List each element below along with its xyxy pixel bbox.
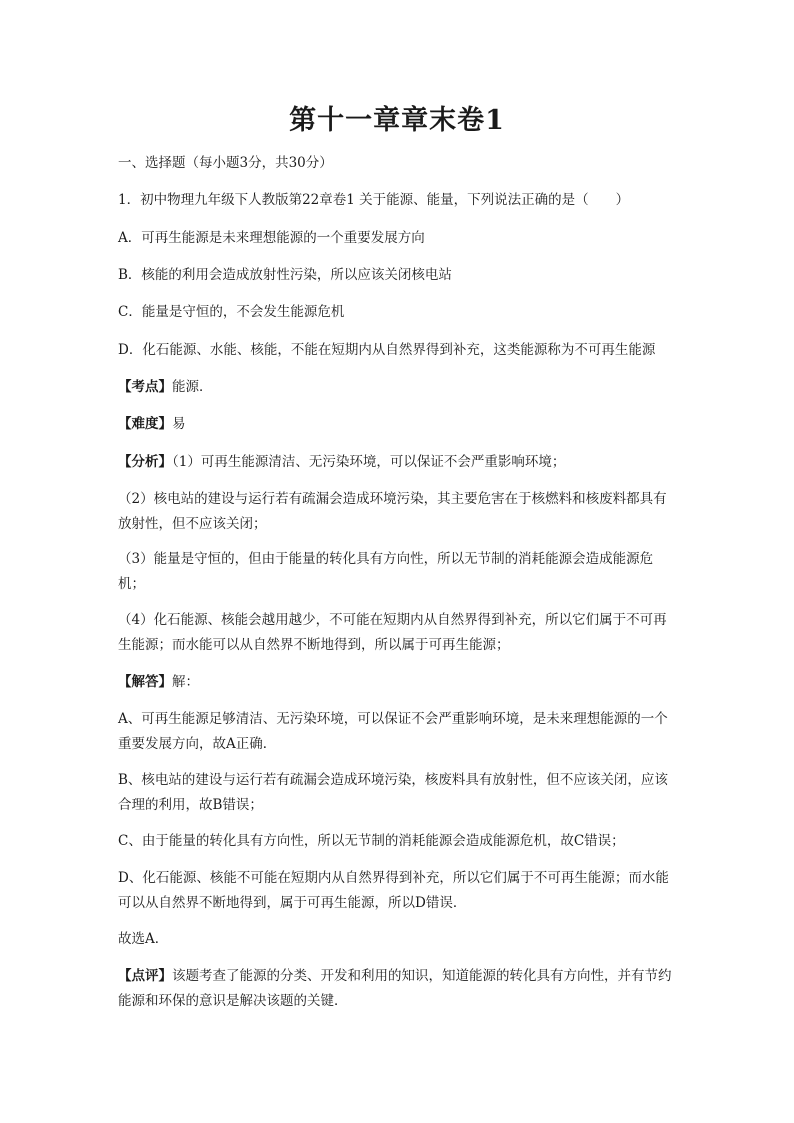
- fenxi-point-3: （3）能量是守恒的，但由于能量的转化具有方向性，所以无节制的消耗能源会造成能源危机；: [118, 551, 654, 592]
- fenxi-point-4: （4）化石能源、核能会越用越少，不可能在短期内从自然界得到补充，所以它们属于不可再生能源；而水能可以从自然界不断地得到，所以属于可再生能源；: [118, 612, 667, 653]
- option-c: C．能量是守恒的，不会发生能源危机: [118, 304, 345, 320]
- option-d: D．化石能源、水能、核能，不能在短期内从自然界得到补充，这类能源称为不可再生能源: [118, 342, 656, 358]
- dianping-paragraph: [118, 964, 678, 1014]
- jieda-option-b: B、核电站的建设与运行若有疏漏会造成环境污染，核废料具有放射性，但不应该关闭，应该合理的利用，故B错误；: [118, 772, 668, 813]
- jieda-tag: 【解答】: [118, 674, 172, 690]
- fenxi-paragraph: [118, 450, 678, 475]
- option-b: B．核能的利用会造成放射性污染，所以应该关闭核电站: [118, 267, 452, 283]
- fenxi-point-1: （1）可再生能源清洁、无污染环境，可以保证不会严重影响环境；: [172, 454, 566, 470]
- nandu-paragraph: [118, 412, 678, 437]
- page-title: 第十一章章末卷1: [289, 105, 505, 136]
- jieda-text: 解：: [172, 674, 199, 690]
- dianping-tag: 【点评】: [118, 968, 172, 984]
- fenxi-tag: 【分析】: [118, 454, 172, 470]
- kaodian-paragraph: [118, 375, 678, 400]
- jieda-option-c: C、由于能量的转化具有方向性，所以无节制的消耗能源会造成能源危机，故C错误；: [118, 833, 625, 849]
- fenxi-point-2: （2）核电站的建设与运行若有疏漏会造成环境污染，其主要危害在于核燃料和核废料都具有放射性，但不应该关闭；: [118, 491, 667, 532]
- dianping-text: 该题考查了能源的分类、开发和利用的知识，知道能源的转化具有方向性，并有节约能源和环保的意识是解决该题的关键．: [118, 968, 672, 1009]
- section-heading: 一、选择题（每小题3分，共30分）: [118, 155, 333, 171]
- option-a: A．可再生能源是未来理想能源的一个重要发展方向: [118, 230, 425, 246]
- jieda-paragraph: [118, 670, 678, 695]
- kaodian-text: 能源．: [172, 379, 213, 395]
- jieda-option-a: A、可再生能源足够清洁、无污染环境，可以保证不会严重影响环境，是未来理想能源的一个重要发展方向，故A正确．: [118, 711, 668, 752]
- kaodian-tag: 【考点】: [118, 379, 172, 395]
- nandu-text: 易: [172, 416, 186, 432]
- nandu-tag: 【难度】: [118, 416, 172, 432]
- final-answer: 故选A．: [118, 931, 169, 947]
- question-stem: 1．初中物理九年级下人教版第22章卷1 关于能源、能量，下列说法正确的是（ ）: [118, 192, 630, 208]
- jieda-option-d: D、化石能源、核能不可能在短期内从自然界得到补充，所以它们属于不可再生能源；而水能可以从自然界不断地得到，属于可再生能源，所以D错误．: [118, 870, 669, 911]
